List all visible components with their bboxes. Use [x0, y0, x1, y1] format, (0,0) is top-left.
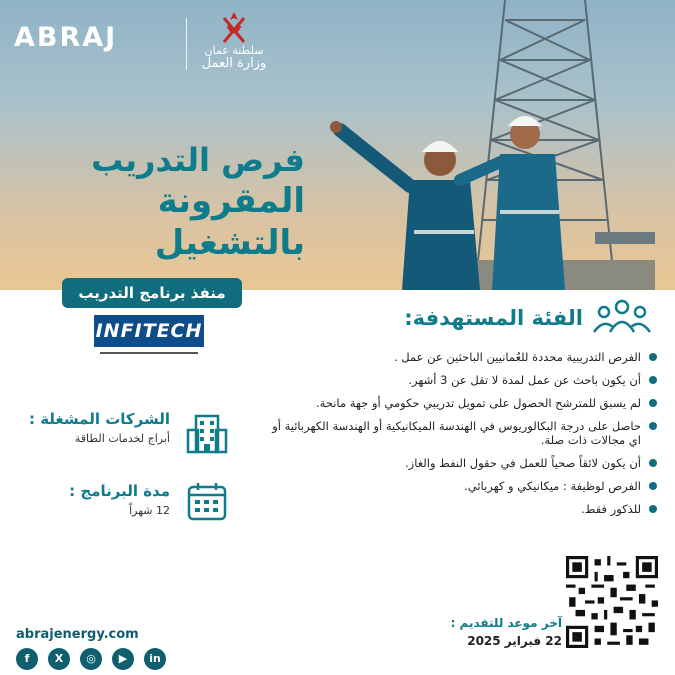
- hero-banner: [0, 0, 675, 290]
- list-item: [257, 350, 657, 364]
- list-item: [257, 479, 657, 493]
- duration-value: 12 شهراً: [129, 504, 170, 517]
- hero-title: [0, 140, 305, 264]
- infitech-logo-tagline: [100, 350, 198, 356]
- list-item: [257, 373, 657, 387]
- bullet-dot: [649, 482, 657, 490]
- bullet-dot: [649, 353, 657, 361]
- hero-title-line1: فرص التدريب: [91, 141, 305, 179]
- ministry-name: [196, 44, 272, 70]
- list-item: [257, 456, 657, 470]
- oman-emblem-icon: [218, 8, 250, 46]
- target-criteria-list: [257, 350, 657, 525]
- x-icon[interactable]: X: [48, 648, 70, 670]
- logo-divider: [186, 18, 187, 70]
- people-icon: [590, 298, 654, 334]
- building-icon: [186, 412, 228, 454]
- list-item: [257, 502, 657, 516]
- instagram-icon[interactable]: ◎: [80, 648, 102, 670]
- companies-value: أبراج لخدمات الطاقة: [74, 432, 170, 445]
- criteria-text: للذكور فقط.: [581, 502, 641, 516]
- duration-title: مدة البرنامج :: [69, 482, 170, 500]
- executor-banner: منفذ برنامج التدريب: [62, 278, 242, 308]
- list-item: [257, 419, 657, 447]
- workers-illustration: [310, 100, 570, 290]
- criteria-text: حاصل على درجة البكالوريوس في الهندسة الميكانيكية أو الهندسة الكهربائية أو اي مجالات ذات صلة.: [272, 419, 641, 447]
- ministry-line2: وزارة العمل: [201, 56, 267, 71]
- linkedin-icon[interactable]: in: [144, 648, 166, 670]
- bullet-dot: [649, 399, 657, 407]
- criteria-text: أن يكون لائقاً صحياً للعمل في حقول النفط والغاز.: [404, 456, 641, 470]
- hero-title-line2: المقرونة بالتشغيل: [154, 181, 305, 263]
- deadline-date: 22 فبراير 2025: [467, 634, 562, 648]
- deadline-block: [430, 616, 562, 648]
- social-links: [16, 648, 166, 670]
- bullet-dot: [649, 505, 657, 513]
- criteria-text: أن يكون باحث عن عمل لمدة لا تقل عن 3 أشهر.: [408, 373, 641, 387]
- criteria-text: الفرص التدريبية محددة للعُمانيين الباحثين عن عمل .: [393, 350, 641, 364]
- criteria-text: الفرص لوظيفة : ميكانيكي و كهربائي.: [464, 479, 641, 493]
- companies-title: الشركات المشغلة :: [28, 410, 170, 428]
- bullet-dot: [649, 376, 657, 384]
- abraj-logo: ABRAJ: [14, 22, 118, 53]
- bullet-dot: [649, 459, 657, 467]
- infitech-logo: INFITECH: [94, 315, 204, 347]
- target-group-title: الفئة المستهدفة:: [404, 306, 583, 330]
- calendar-icon: [186, 480, 228, 522]
- facebook-icon[interactable]: f: [16, 648, 38, 670]
- youtube-icon[interactable]: ▶: [112, 648, 134, 670]
- list-item: [257, 396, 657, 410]
- website-link[interactable]: abrajenergy.com: [16, 627, 139, 642]
- deadline-label: آخر موعد للتقديم :: [450, 616, 562, 630]
- bullet-dot: [649, 422, 657, 430]
- qr-code[interactable]: [566, 556, 658, 648]
- ministry-line1: سلطنة عمان: [204, 44, 264, 57]
- criteria-text: لم يسبق للمترشح الحصول على تمويل تدريبي حكومي أو جهة مانحة.: [315, 396, 641, 410]
